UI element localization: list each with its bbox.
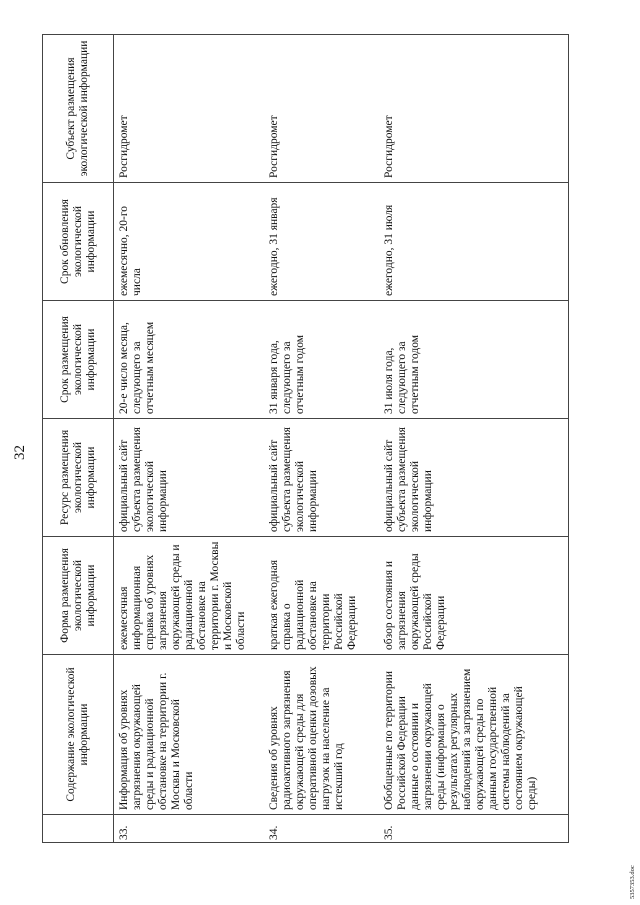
row-subject: Росгидромет bbox=[114, 35, 264, 183]
row-form: ежемесячная информационная справка об уровнях загрязнения окружающей среды и радиационной обстановке на территории г. Москвы и Московской области bbox=[114, 537, 264, 655]
row-update-term: ежемесячно, 20-го числа bbox=[114, 183, 264, 301]
table-row bbox=[379, 35, 569, 843]
row-num: 34. bbox=[264, 815, 379, 843]
header-form: Форма размещения экологической информации bbox=[43, 537, 114, 655]
row-content: Сведения об уровнях радиоактивного загрязнения окружающей среды для оперативной оценки дозовых нагрузок на население за истекший год bbox=[264, 655, 379, 815]
environmental-info-table bbox=[42, 34, 569, 843]
row-placement-term: 31 января года, следующего за отчетным годом bbox=[264, 301, 379, 419]
header-placement-term: Срок размещения экологической информации bbox=[43, 301, 114, 419]
row-resource: официальный сайт субъекта размещения экологической информации bbox=[379, 419, 569, 537]
row-update-term: ежегодно, 31 июля bbox=[379, 183, 569, 301]
row-update-term: ежегодно, 31 января bbox=[264, 183, 379, 301]
row-content: Информация об уровнях загрязнения окружающей среды и радиационной обстановке на территории г. Москвы и Московской области bbox=[114, 655, 264, 815]
row-placement-term: 20-е число месяца, следующего за отчетным месяцем bbox=[114, 301, 264, 419]
row-resource: официальный сайт субъекта размещения экологической информации bbox=[264, 419, 379, 537]
header-subject: Субъект размещения экологической информации bbox=[43, 35, 114, 183]
row-form: обзор состояния и загрязнения окружающей среды Российской Федерации bbox=[379, 537, 569, 655]
row-subject: Росгидромет bbox=[379, 35, 569, 183]
table-row bbox=[264, 35, 379, 843]
row-num: 33. bbox=[114, 815, 264, 843]
row-num: 35. bbox=[379, 815, 569, 843]
page-number: 32 bbox=[11, 445, 28, 460]
row-form: краткая ежегодная справка о радиационной обстановке на территории Российской Федерации bbox=[264, 537, 379, 655]
header-content: Содержание экологической информации bbox=[43, 655, 114, 815]
footer-filename: 5357353.doc bbox=[629, 865, 636, 899]
header-update-term: Срок обновления экологической информации bbox=[43, 183, 114, 301]
header-resource: Ресурс размещения экологической информации bbox=[43, 419, 114, 537]
row-resource: официальный сайт субъекта размещения экологической информации bbox=[114, 419, 264, 537]
row-placement-term: 31 июля года, следующего за отчетным годом bbox=[379, 301, 569, 419]
row-subject: Росгидромет bbox=[264, 35, 379, 183]
row-content: Обобщенные по территории Российской Федерации данные о состоянии и загрязнении окружающей среды (информация о результатах регулярных наблюдений за загрязнением окружающей среды по данным государственной системы наблюдений за состоянием окружающей среды) bbox=[379, 655, 569, 815]
table-header-row bbox=[43, 35, 114, 843]
header-num bbox=[43, 815, 114, 843]
table-row bbox=[114, 35, 264, 843]
